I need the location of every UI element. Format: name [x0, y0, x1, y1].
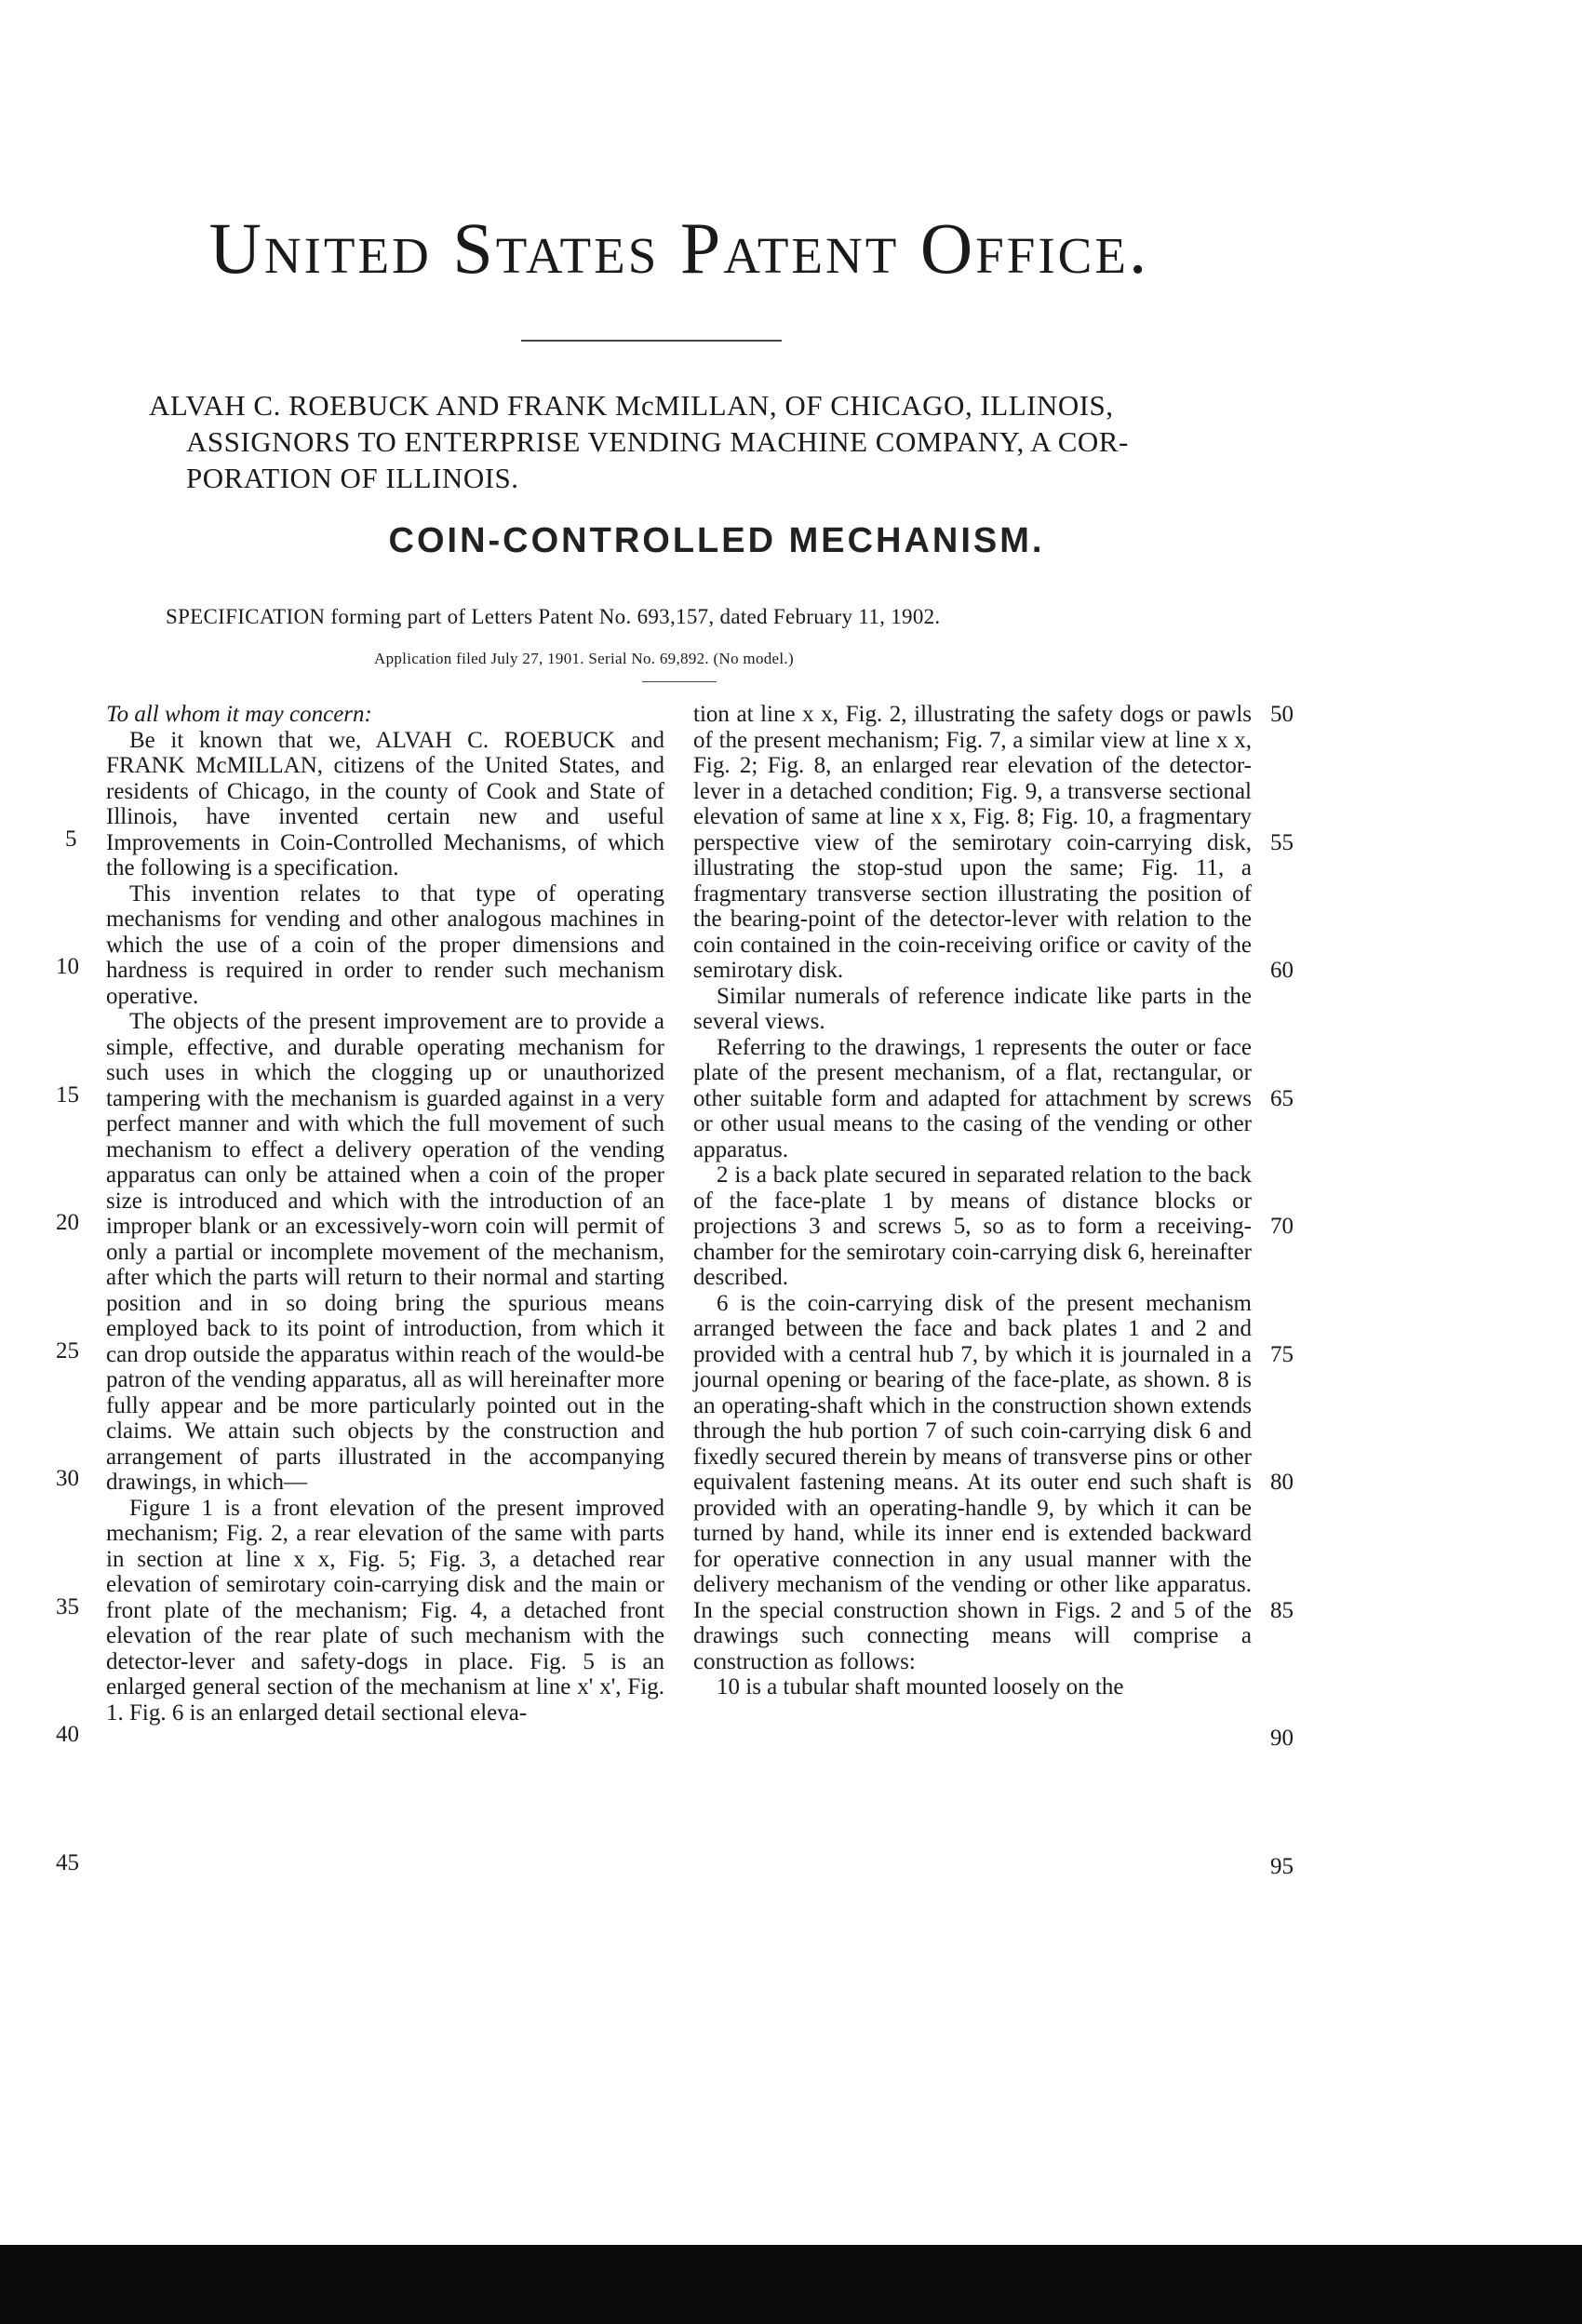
scan-border: [0, 2245, 1582, 2324]
application-line: Application filed July 27, 1901. Serial No. 69,892. (No model.): [374, 650, 794, 667]
line-number: 25: [56, 1338, 79, 1364]
right-paragraph-6: 10 is a tubular shaft mounted loosely on the: [717, 1674, 1124, 1699]
line-number: 60: [1270, 958, 1294, 983]
line-number: 80: [1270, 1470, 1294, 1495]
line-number: 10: [56, 954, 79, 979]
line-number: 45: [56, 1850, 79, 1875]
line-number: 85: [1270, 1598, 1294, 1623]
right-column: [693, 702, 1252, 1700]
salutation: To all whom it may concern:: [106, 702, 372, 727]
line-number: 75: [1270, 1342, 1294, 1367]
right-paragraph-4: 2 is a back plate secured in separated relation to the back of the face-plate 1 by means of distance blocks or projections 3 and screws 5, so as to form a receiving-chamber for the semirotary coin-carrying disk 6, hereinafter described.: [693, 1162, 1252, 1290]
line-number: 30: [56, 1466, 79, 1491]
line-number: 5: [65, 826, 77, 852]
inventors-line-1: ALVAH C. ROEBUCK AND FRANK McMILLAN, OF CHICAGO, ILLINOIS,: [149, 389, 1114, 422]
line-number: 65: [1270, 1086, 1294, 1111]
line-number: 35: [56, 1594, 79, 1619]
right-paragraph-5: 6 is the coin-carrying disk of the present mechanism arranged between the face and back plates 1 and 2 and provided with a central hub 7, by which it is journaled in a journal opening or bearing of the face-plate, as shown. 8 is an operating-shaft which in the construction shown extends through the hub portion 7 of such coin-carrying disk 6 and fixedly secured therein by means of transverse pins or other equivalent fastening means. At its outer end such shaft is provided with an operating-handle 9, by which it can be turned by hand, while its inner end is extended backward for operative connection in any usual manner with the delivery mechanism of the vending or other like apparatus. In the special construction shown in Figs. 2 and 5 of the drawings such connecting means will comprise a construction as follows:: [693, 1290, 1252, 1674]
right-paragraph-1: tion at line x x, Fig. 2, illustrating the safety dogs or pawls of the present mechanism; Fig. 7, a similar view at line x x, Fig. 2; Fig. 8, an enlarged rear elevation of the detector-lever in a detached condition; Fig. 9, a transverse sectional elevation of same at line x x, Fig. 8; Fig. 10, a fragmentary perspective view of the semirotary coin-carrying disk, illustrating the stop-stud upon the same; Fig. 11, a fragmentary transverse section illustrating the position of the bearing-point of the detector-lever with relation to the coin contained in the coin-receiving orifice or cavity of the semirotary disk.: [693, 702, 1252, 983]
left-paragraph-4: Figure 1 is a front elevation of the present improved mechanism; Fig. 2, a rear elevation of the same with parts in section at line x x, Fig. 5; Fig. 3, a detached rear elevation of semirotary coin-carrying disk and the main or front plate of the mechanism; Fig. 4, a detached front elevation of the rear plate of such mechanism with the detector-lever and safety-dogs in place. Fig. 5 is an enlarged general section of the mechanism at line x' x', Fig. 1. Fig. 6 is an enlarged detail sectional eleva-: [106, 1495, 664, 1726]
line-number: 50: [1270, 702, 1294, 727]
inventors-block: [130, 387, 1228, 496]
specification-line: SPECIFICATION forming part of Letters Patent No. 693,157, dated February 11, 1902.: [166, 605, 941, 628]
line-number: 90: [1270, 1726, 1294, 1751]
right-paragraph-3: Referring to the drawings, 1 represents the outer or face plate of the present mechanism, of a flat, rectangular, or other suitable form and adapted for attachment by screws or other usual means to the casing of the vending or other apparatus.: [693, 1034, 1252, 1162]
heading-divider: [521, 340, 782, 342]
invention-title: COIN-CONTROLLED MECHANISM.: [388, 521, 1045, 560]
line-number: 95: [1270, 1854, 1294, 1879]
left-column: [106, 702, 664, 1726]
line-number: 55: [1270, 830, 1294, 855]
left-paragraph-1: Be it known that we, ALVAH C. ROEBUCK and FRANK McMILLAN, citizens of the United States, and residents of Chicago, in the county of Cook and State of Illinois, have invented certain new and useful Improvements in Coin-Controlled Mechanisms, of which the following is a specification.: [106, 727, 664, 880]
left-paragraph-3: The objects of the present improvement are to provide a simple, effective, and durable operating mechanism for such uses in which the clogging up or unauthorized tampering with the mechanism is guarded against in a very perfect manner and with which the full movement of such mechanism to effect a delivery operation of the vending apparatus can only be attained when a coin of the proper size is introduced and which with the introduction of an improper blank or an excessively-worn coin will permit of only a partial or incomplete movement of the mechanism, after which the parts will return to their normal and starting position and in so doing bring the spurious means employed back to its point of introduction, from which it can drop outside the apparatus within reach of the would-be patron of the vending apparatus, all as will hereinafter more fully appear and be more particularly pointed out in the claims. We attain such objects by the construction and arrangement of parts illustrated in the accompanying drawings, in which—: [106, 1009, 664, 1495]
line-number: 40: [56, 1722, 79, 1747]
right-paragraph-2: Similar numerals of reference indicate like parts in the several views.: [693, 983, 1252, 1034]
line-number: 20: [56, 1210, 79, 1235]
inventors-line-2: ASSIGNORS TO ENTERPRISE VENDING MACHINE COMPANY, A COR-: [186, 425, 1129, 458]
line-number: 15: [56, 1082, 79, 1108]
left-paragraph-2: This invention relates to that type of operating mechanisms for vending and other analogous machines in which the use of a coin of the proper dimensions and hardness is required in order to render such mechanism operative.: [106, 880, 664, 1009]
spec-divider: [642, 681, 717, 682]
patent-office-heading: United States Patent Office.: [208, 208, 1150, 289]
line-number: 70: [1270, 1214, 1294, 1239]
inventors-line-3: PORATION OF ILLINOIS.: [186, 462, 519, 494]
